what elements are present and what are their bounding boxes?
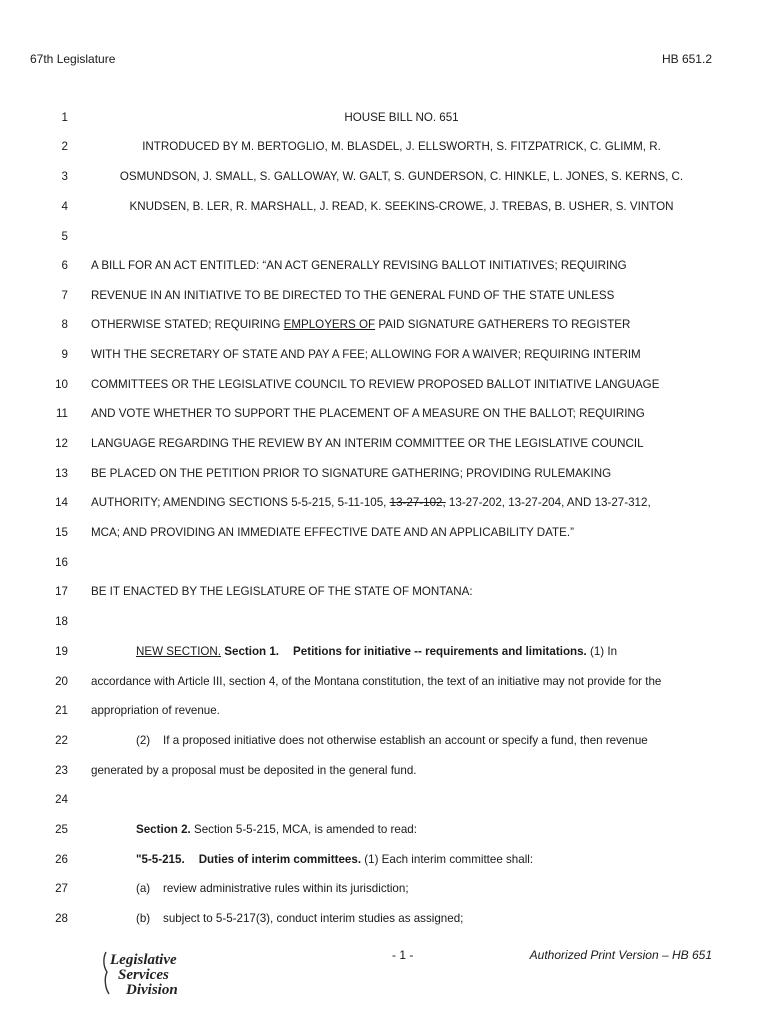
legislature-header: 67th Legislature — [30, 52, 116, 66]
line-number: 14 — [55, 496, 68, 509]
bill-line — [0, 793, 770, 811]
statute-title: Duties of interim committees. — [198, 853, 362, 866]
bill-line — [0, 764, 770, 782]
section-heading — [136, 853, 712, 866]
line-number: 6 — [61, 259, 68, 272]
line-number: 1 — [61, 111, 68, 124]
bill-line — [0, 230, 770, 248]
bill-line — [0, 318, 770, 336]
act-title-text: WITH THE SECRETARY OF STATE AND PAY A FEE; ALLOWING FOR A WAIVER; REQUIRING INTERIM — [91, 348, 641, 361]
bill-line — [0, 111, 770, 129]
sponsors-text: KNUDSEN, B. LER, R. MARSHALL, J. READ, K. SEEKINS-CROWE, J. TREBAS, B. USHER, S. VINTON — [129, 200, 674, 213]
sponsors-text: INTRODUCED BY M. BERTOGLIO, M. BLASDEL, J. ELLSWORTH, S. FITZPATRICK, C. GLIMM, R. — [142, 140, 661, 153]
enacting-clause: BE IT ENACTED BY THE LEGISLATURE OF THE STATE OF MONTANA: — [91, 585, 473, 598]
bill-line — [0, 675, 770, 693]
bill-line — [0, 407, 770, 425]
text-segment: OTHERWISE STATED; REQUIRING — [91, 318, 284, 331]
section-text: appropriation of revenue. — [91, 704, 220, 717]
sponsors-text: OSMUNDSON, J. SMALL, S. GALLOWAY, W. GALT, S. GUNDERSON, C. HINKLE, L. JONES, S. KERNS, C. — [119, 170, 684, 183]
line-number: 5 — [61, 230, 68, 243]
bill-line — [0, 704, 770, 722]
line-number: 27 — [55, 882, 68, 895]
logo-word: Division — [126, 982, 178, 998]
bill-line — [0, 200, 770, 218]
bill-line — [0, 289, 770, 307]
line-number: 23 — [55, 764, 68, 777]
bill-line — [0, 556, 770, 574]
line-number: 2 — [61, 140, 68, 153]
act-title-text: A BILL FOR AN ACT ENTITLED: “AN ACT GENERALLY REVISING BALLOT INITIATIVES; REQUIRING — [91, 259, 627, 272]
line-number: 16 — [55, 556, 68, 569]
text-segment: Section 5-5-215, MCA, is amended to read: — [190, 823, 417, 836]
line-number: 22 — [55, 734, 68, 747]
section-text: (a) review administrative rules within its jurisdiction; — [136, 882, 409, 895]
act-title-text — [91, 318, 712, 331]
line-number: 28 — [55, 912, 68, 925]
line-number: 7 — [61, 289, 68, 302]
section-text: (b) subject to 5-5-217(3), conduct interim studies as assigned; — [136, 912, 464, 925]
section-number: Section 1. — [224, 645, 280, 658]
act-title-text: COMMITTEES OR THE LEGISLATIVE COUNCIL TO REVIEW PROPOSED BALLOT INITIATIVE LANGUAGE — [91, 378, 660, 391]
bill-line — [0, 912, 770, 930]
line-number: 10 — [55, 378, 68, 391]
act-title-text: REVENUE IN AN INITIATIVE TO BE DIRECTED TO THE GENERAL FUND OF THE STATE UNLESS — [91, 289, 615, 302]
act-title-text: LANGUAGE REGARDING THE REVIEW BY AN INTERIM COMMITTEE OR THE LEGISLATIVE COUNCIL — [91, 437, 644, 450]
act-title-text: BE PLACED ON THE PETITION PRIOR TO SIGNATURE GATHERING; PROVIDING RULEMAKING — [91, 467, 612, 480]
line-number: 3 — [61, 170, 68, 183]
line-number: 11 — [55, 407, 68, 420]
section-heading — [136, 823, 712, 836]
line-number: 19 — [55, 645, 68, 658]
bill-line — [0, 734, 770, 752]
statute-number: "5-5-215. — [136, 853, 185, 866]
authorized-print-version: Authorized Print Version – HB 651 — [529, 948, 712, 962]
bill-line — [0, 585, 770, 603]
text-segment: AUTHORITY; AMENDING SECTIONS 5-5-215, 5-11-105, — [91, 496, 390, 509]
bill-line — [0, 645, 770, 663]
page-number: - 1 - — [392, 948, 414, 962]
bill-version-header: HB 651.2 — [661, 52, 712, 66]
line-number: 9 — [61, 348, 68, 361]
text-segment: (1) In — [586, 645, 618, 658]
line-number: 21 — [55, 704, 68, 717]
line-number: 15 — [55, 526, 68, 539]
line-number: 18 — [55, 615, 68, 628]
logo-word: Legislative — [110, 952, 177, 968]
bill-line — [0, 348, 770, 366]
text-segment: PAID SIGNATURE GATHERERS TO REGISTER — [375, 318, 631, 331]
section-title: Petitions for initiative -- requirements and limitations. — [293, 645, 587, 658]
act-title-text: AND VOTE WHETHER TO SUPPORT THE PLACEMENT OF A MEASURE ON THE BALLOT; REQUIRING — [91, 407, 645, 420]
bill-line — [0, 526, 770, 544]
act-title-text — [91, 496, 712, 509]
line-number: 13 — [55, 467, 68, 480]
text-segment: 13-27-202, 13-27-204, AND 13-27-312, — [445, 496, 651, 509]
line-number: 25 — [55, 823, 68, 836]
text-segment: (1) Each interim committee shall: — [361, 853, 534, 866]
bill-line — [0, 882, 770, 900]
line-number: 12 — [55, 437, 68, 450]
section-text: generated by a proposal must be deposited in the general fund. — [91, 764, 417, 777]
stricken-text: 13-27-102, — [389, 496, 446, 509]
bill-line — [0, 378, 770, 396]
inserted-text: EMPLOYERS OF — [283, 318, 376, 331]
bill-line — [0, 823, 770, 841]
section-text: (2) If a proposed initiative does not otherwise establish an account or specify a fund, then revenue — [136, 734, 648, 747]
section-number: Section 2. — [136, 823, 191, 836]
new-section-label: NEW SECTION. — [136, 645, 222, 658]
line-number: 8 — [61, 318, 68, 331]
bill-title: HOUSE BILL NO. 651 — [344, 111, 459, 124]
line-number: 4 — [61, 200, 68, 213]
line-number: 20 — [55, 675, 68, 688]
logo-word: Services — [118, 967, 169, 983]
bill-line — [0, 259, 770, 277]
section-heading — [136, 645, 712, 658]
act-title-text: MCA; AND PROVIDING AN IMMEDIATE EFFECTIVE DATE AND AN APPLICABILITY DATE.” — [91, 526, 574, 539]
line-number: 24 — [55, 793, 68, 806]
legislative-services-division-logo — [100, 948, 220, 1004]
bill-line — [0, 496, 770, 514]
bill-line — [0, 140, 770, 158]
bill-line — [0, 853, 770, 871]
section-text: accordance with Article III, section 4, of the Montana constitution, the text of an initiative may not provide for the — [91, 675, 662, 688]
bill-line — [0, 437, 770, 455]
line-number: 26 — [55, 853, 68, 866]
bill-line — [0, 170, 770, 188]
bill-line — [0, 615, 770, 633]
bill-line — [0, 467, 770, 485]
line-number: 17 — [55, 585, 68, 598]
